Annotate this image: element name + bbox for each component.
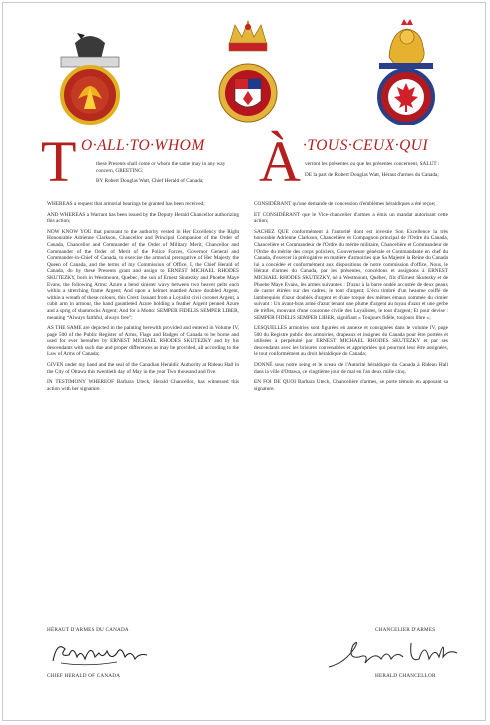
fr-paragraph: LESQUELLES armoiries sont figurées en annexe et consignées dans le volume IV, page 500 du Registre public des armoiries, drapeaux et insignes du Canada pour être portées et utilisées à perpétuité par ERNEST MICHAEL RHODES SKUTEZKY et par ses descendants avec les brisures convenables et appropriées qui pourront leur être assignées, le tout conformément au droit héraldique du Canada;	[254, 325, 448, 358]
chief-herald-signature-icon	[47, 635, 157, 671]
intro-fr	[305, 161, 457, 178]
loon-phoenix-seal-icon	[55, 13, 125, 125]
headline-fr-initial: À	[259, 129, 301, 194]
en-paragraph: WHEREAS a request that armorial bearings be granted has been received;	[47, 201, 205, 207]
headline-en: O·ALL·TO·WHOM	[81, 137, 205, 154]
headline-fr: ·TOUS·CEUX·QUI	[303, 137, 429, 154]
en-paragraph: AND WHEREAS a Warrant has been issued by the Deputy Herald Chancellor authorizing this action;	[47, 211, 239, 225]
intro-en-herald: BY Robert Douglas Watt, Chief Herald of Canada;	[96, 178, 204, 185]
letters-patent-sheet	[2, 2, 486, 721]
fr-paragraph: DONNÉ sous notre seing et le sceau de l'Autorité héraldique du Canada à Rideau Hall dans la ville d'Ottawa, ce vingtième jour de mai en l'an deux mille cinq.	[254, 362, 448, 375]
right-signature-title-en: HERALD CHANCELLOR	[375, 673, 436, 679]
lion-maple-seal-icon	[371, 13, 441, 125]
english-text-column	[47, 201, 239, 396]
royal-crown-seal-icon	[213, 13, 283, 125]
fr-paragraph: EN FOI DE QUOI Barbara Uteck, Chancelière d'armes, se porte témoin en apposant sa signature.	[254, 379, 448, 392]
herald-chancellor-signature-icon	[325, 633, 465, 673]
intro-en-greeting: these Presents shall come or whom the same may in any way concern, GREETING:	[96, 161, 226, 174]
intro-fr-greeting: verront les présentes ou que les présentes concernent, SALUT :	[305, 161, 440, 167]
french-text-column	[254, 201, 448, 396]
left-signature-title-en: CHIEF HERALD OF CANADA	[47, 673, 121, 679]
en-paragraph: IN TESTIMONY WHEREOF Barbara Uteck, Herald Chancellor, has witnessed this action with her signature.	[47, 379, 239, 392]
left-signature-title-fr: HÉRAUT D'ARMES DU CANADA	[47, 627, 129, 633]
headline-en-initial: T	[41, 129, 77, 194]
fr-paragraph: ET CONSIDÉRANT que le Vice-chancelier d'armes a émis un mandat autorisant cette action;	[254, 211, 448, 225]
fr-paragraph: CONSIDÉRANT qu'une demande de concession d'emblèmes héraldiques a été reçue;	[254, 201, 436, 207]
fr-paragraph: SACHEZ QUE conformément à l'autorité dont est investie Son Excellence la très honorable Adrienne Clarkson, Chancelière et Compagnon principal de l'Ordre du Canada, Chancelière et Commandeur de l'Ordre du mérite militaire, Chancelière et Commandeur de l'Ordre du mérite des corps policiers, Gouverneure générale et Commandante en chef du Canada, d'exercer la prérogative en matière d'armoiries que Sa Majesté la Reine du Canada lui a concédée et conformément aux dispositions de notre commission d'office, Nous, le Héraut d'armes du Canada, par les présentes, concédons et assignons à ERNEST MICHAEL RHODES SKUTEZKY, né à Westmount, Québec, fils d'Ernest Skutezky et de Phoebe Maye Evans, les armes suivantes : D'azur à la barre ondée accostée de deux peaux de castor étirées sur des cadres, le tout d'argent; L'écu timbré d'un heaume coiffé de lambrequins d'azur doublés d'argent et d'une torque des mêmes émaux sommée du cimier suivant : Un avant-bras armé d'azur tenant une plume d'argent au tuyau d'azur et une gerbe de trèfles, mouvant d'une couronne civile des Loyalistes, le tout d'argent; Et pour devise : SEMPER FIDELIS SEMPER LIBER, signifiant « Toujours fidèle, toujours libre »;	[254, 228, 448, 321]
right-signature-title-fr: CHANCELIER D'ARMES	[375, 627, 436, 633]
intro-fr-herald: DE la part de Robert Douglas Watt, Héraut d'armes du Canada;	[305, 171, 439, 178]
seals-row	[3, 13, 485, 125]
intro-en	[96, 161, 238, 185]
en-paragraph: AS THE SAME are depicted in the painting herewith provided and entered in Volume IV, page 500 of the Public Register of Arms, Flags and Badges of Canada to be borne and used for ever hereafter by ERNEST MICHAEL RHODES SKUTEZKY and by his descendants with such due and proper differences as may be provided, all according to the Law of Arms of Canada;	[47, 325, 239, 358]
en-paragraph: NOW KNOW YOU that pursuant to the authority vested in Her Excellency the Right Honourable Adrienne Clarkson, Chancellor and Principal Companion of the Order of Canada, Chancellor and Commander of the Order of Military Merit, Chancellor and Commander of the Order of Merit of the Police Forces, Governor General and Commander-in-Chief of Canada, to exercise the armorial prerogative of Her Majesty the Queen of Canada, and the terms of my Commission of Office, I, the Chief Herald of Canada, do by these Presents grant and assign to ERNEST MICHAEL RHODES SKUTEZKY, born in Westmount, Quebec, the son of Ernest Skutezky and Phoebe Maye Evans, the following Arms: Azure a bend sinister wavy between two beaver pelts each within a stretching frame Argent; And upon a helmet mantled Azure doubled Argent, within a wreath of these colours, this Crest: Issuant from a Loyalist civil coronet Argent, a cubit arm in armour, the hand gauntleted Azure holding a feather Argent penned Azure and a sprig of shamrocks Argent; And for a Motto: SEMPER FIDELIS SEMPER LIBER, meaning “Always faithful, always free”;	[47, 228, 239, 321]
en-paragraph: GIVEN under my hand and the seal of the Canadian Heraldic Authority at Rideau Hall in the City of Ottawa this twentieth day of May in the year Two thousand and five.	[47, 362, 239, 375]
